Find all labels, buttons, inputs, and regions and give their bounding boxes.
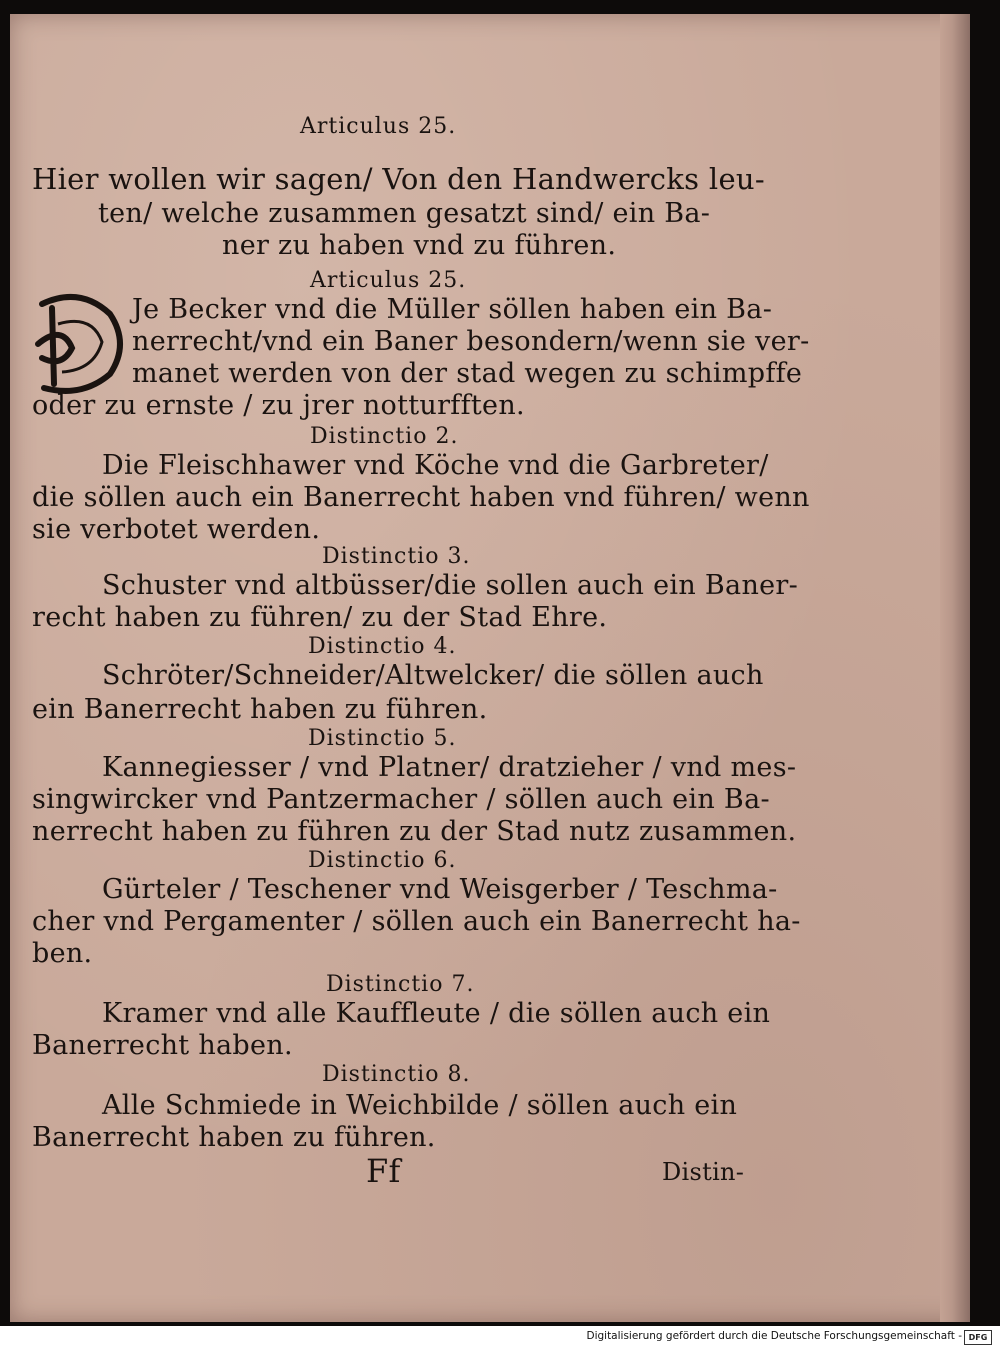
article-heading-top: Articulus 25.: [300, 114, 457, 139]
section-label-3: Distinctio 3.: [322, 544, 471, 569]
decorated-initial: [32, 284, 128, 400]
section-3-line-1: Schuster vnd altbüsser/die sollen auch ein Baner-: [102, 570, 799, 601]
book-page: [10, 14, 970, 1322]
section-2-line-2: die söllen auch ein Banerrecht haben vnd führen/ wenn: [32, 482, 810, 513]
article-line-4: oder zu ernste / zu jrer notturfften.: [32, 390, 525, 421]
banner-text: Digitalisierung gefördert durch die Deutsche Forschungsgemeinschaft -: [586, 1330, 962, 1342]
article-line-3: manet werden von der stad wegen zu schimpffe: [132, 358, 803, 389]
section-5-line-3: nerrecht haben zu führen zu der Stad nutz zusammen.: [32, 816, 797, 847]
article-line-1: Je Becker vnd die Müller söllen haben ein Ba-: [132, 294, 773, 325]
section-label-6: Distinctio 6.: [308, 848, 457, 873]
section-5-line-1: Kannegiesser / vnd Platner/ dratzieher / vnd mes-: [102, 752, 797, 783]
article-label: Articulus 25.: [310, 268, 467, 293]
section-4-line-1: Schröter/Schneider/Altwelcker/ die söllen auch: [102, 660, 764, 691]
section-label-2: Distinctio 2.: [310, 424, 459, 449]
section-3-line-2: recht haben zu führen/ zu der Stad Ehre.: [32, 602, 608, 633]
section-label-5: Distinctio 5.: [308, 726, 457, 751]
section-label-7: Distinctio 7.: [326, 972, 475, 997]
catchword: Distin-: [662, 1158, 745, 1186]
section-6-line-2: cher vnd Pergamenter / söllen auch ein Banerrecht ha-: [32, 906, 801, 937]
section-2-line-3: sie verbotet werden.: [32, 514, 321, 545]
section-label-8: Distinctio 8.: [322, 1062, 471, 1087]
digitization-banner: [0, 1326, 1000, 1348]
article-line-2: nerrecht/vnd ein Baner besondern/wenn sie ver-: [132, 326, 810, 357]
title-line-1: Hier wollen wir sagen/ Von den Handwercks leu-: [32, 162, 765, 196]
section-8-line-1: Alle Schmiede in Weichbilde / söllen auch ein: [102, 1090, 738, 1121]
title-line-3: ner zu haben vnd zu führen.: [222, 230, 617, 261]
section-7-line-2: Banerrecht haben.: [32, 1030, 293, 1061]
section-4-line-2: ein Banerrecht haben zu führen.: [32, 694, 488, 725]
page-edge: [940, 14, 970, 1322]
section-8-line-2: Banerrecht haben zu führen.: [32, 1122, 436, 1153]
title-line-2: ten/ welche zusammen gesatzt sind/ ein Ba-: [98, 198, 711, 229]
dfg-logo: DFG: [964, 1330, 992, 1345]
section-6-line-3: ben.: [32, 938, 93, 969]
signature-mark: Ff: [366, 1152, 401, 1190]
section-7-line-1: Kramer vnd alle Kauffleute / die söllen auch ein: [102, 998, 771, 1029]
section-2-line-1: Die Fleischhawer vnd Köche vnd die Garbreter/: [102, 450, 769, 481]
section-label-4: Distinctio 4.: [308, 634, 457, 659]
section-5-line-2: singwircker vnd Pantzermacher / söllen auch ein Ba-: [32, 784, 770, 815]
section-6-line-1: Gürteler / Teschener vnd Weisgerber / Teschma-: [102, 874, 778, 905]
